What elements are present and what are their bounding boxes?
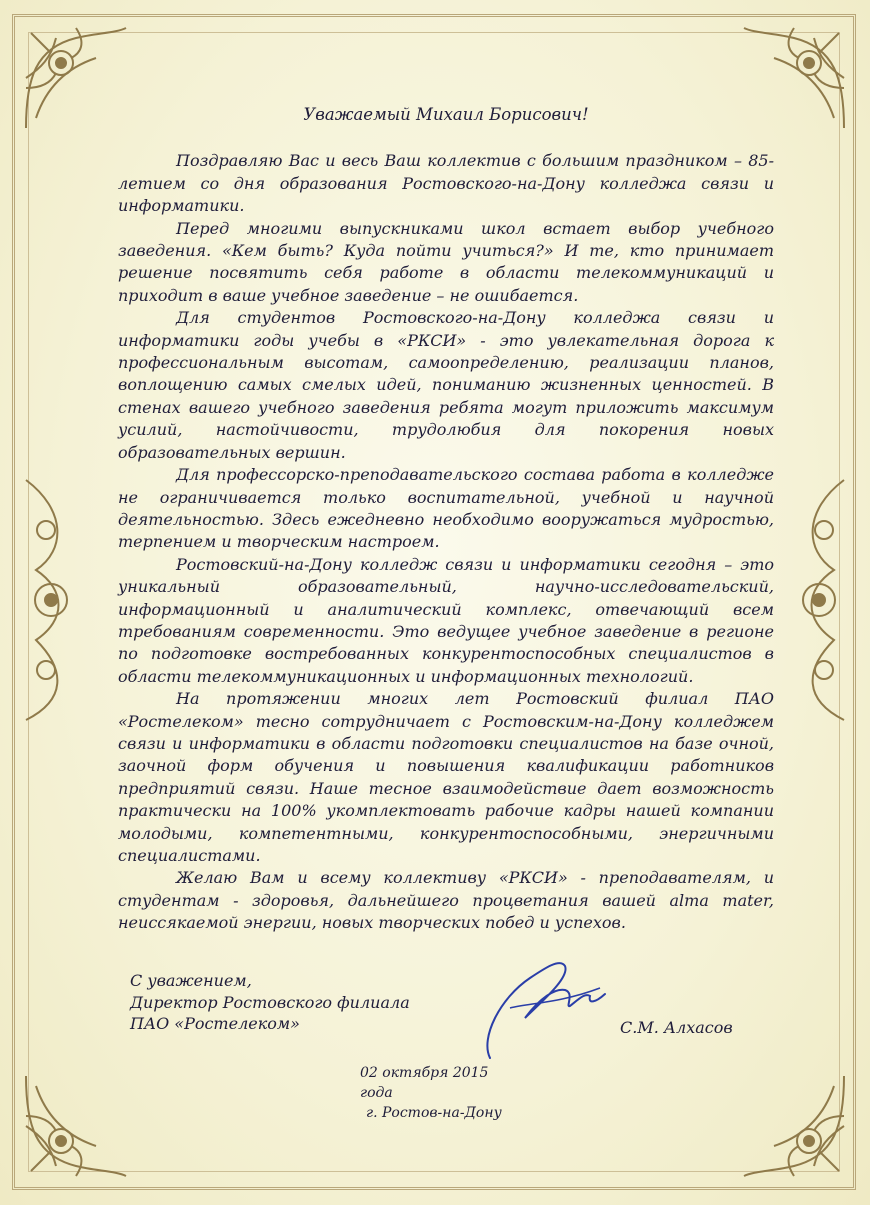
letter-date: 02 октября 2015 года	[360, 1065, 489, 1101]
signatory-name: С.М. Алхасов	[620, 1018, 733, 1037]
corner-ornament-bottom-left	[16, 1066, 136, 1186]
letter-body	[118, 104, 774, 935]
paragraph-students: Для студентов Ростовского-на-Дону колледжа связи и информатики годы учебы в «РКСИ» - это увлекательная дорога к профессиональным высотам, самоопределению, реализации планов, воплощению самых смелых идей, пониманию жизненных ценностей. В стенах вашего учебного заведения ребята могут приложить максимум усилий, настойчивости, трудолюбия для покорения новых образовательных вершин.	[118, 308, 774, 462]
corner-ornament-bottom-right	[734, 1066, 854, 1186]
signoff-company: ПАО «Ростелеком»	[130, 1014, 300, 1033]
signoff-position: Директор Ростовского филиала	[130, 992, 410, 1012]
side-ornament-right	[774, 470, 864, 730]
handwritten-signature	[470, 948, 620, 1068]
paragraph-choice: Перед многими выпускниками школ встает выбор учебного заведения. «Кем быть? Куда пойти учиться?» И те, кто принимает решение посвятить себя работе в области телекоммуникаций и приходит в ваше учебное заведение – не ошибается.	[118, 218, 774, 305]
side-ornament-left	[6, 470, 96, 730]
signoff-block	[130, 970, 430, 1035]
paragraph-college-today: Ростовский-на-Дону колледж связи и информатики сегодня – это уникальный образовательный, научно-исследовательский, информационный и аналитический комплекс, отвечающий всем требованиям современности. Это ведущее учебное заведение в регионе по подготовке востребованных конкурентоспособных специалистов в области телекоммуникационных и информационных технологий.	[118, 554, 774, 686]
signoff-regards: С уважением,	[130, 971, 252, 990]
date-place-block	[360, 1063, 520, 1123]
paragraph-teachers: Для профессорско-преподавательского состава работа в колледже не ограничивается только воспитательной, учебной и научной деятельностью. Здесь ежедневно необходимо вооружаться мудростью, терпением и творческим настроем.	[118, 465, 774, 552]
paragraph-congratulations: Поздравляю Вас и весь Ваш коллектив с большим праздником – 85-летием со дня образования Ростовского-на-Дону колледжа связи и информатики.	[118, 151, 774, 216]
paragraph-cooperation: На протяжении многих лет Ростовский филиал ПАО «Ростелеком» тесно сотрудничает с Ростовским-на-Дону колледжем связи и информатики в области подготовки специалистов на базе очной, заочной форм обучения и повышения квалификации работников предприятий связи. Наше тесное взаимодействие дает возможность практически на 100% укомплектовать рабочие кадры нашей компании молодыми, компетентными, конкурентоспособными, энергичными специалистами.	[118, 689, 774, 865]
letter-place: г. Ростов-на-Дону	[366, 1105, 502, 1121]
paragraph-wishes: Желаю Вам и всему коллективу «РКСИ» - преподавателям, и студентам - здоровья, дальнейшего процветания вашей alma mater, неиссякаемой энергии, новых творческих побед и успехов.	[118, 868, 774, 933]
greeting: Уважаемый Михаил Борисович!	[303, 105, 589, 124]
